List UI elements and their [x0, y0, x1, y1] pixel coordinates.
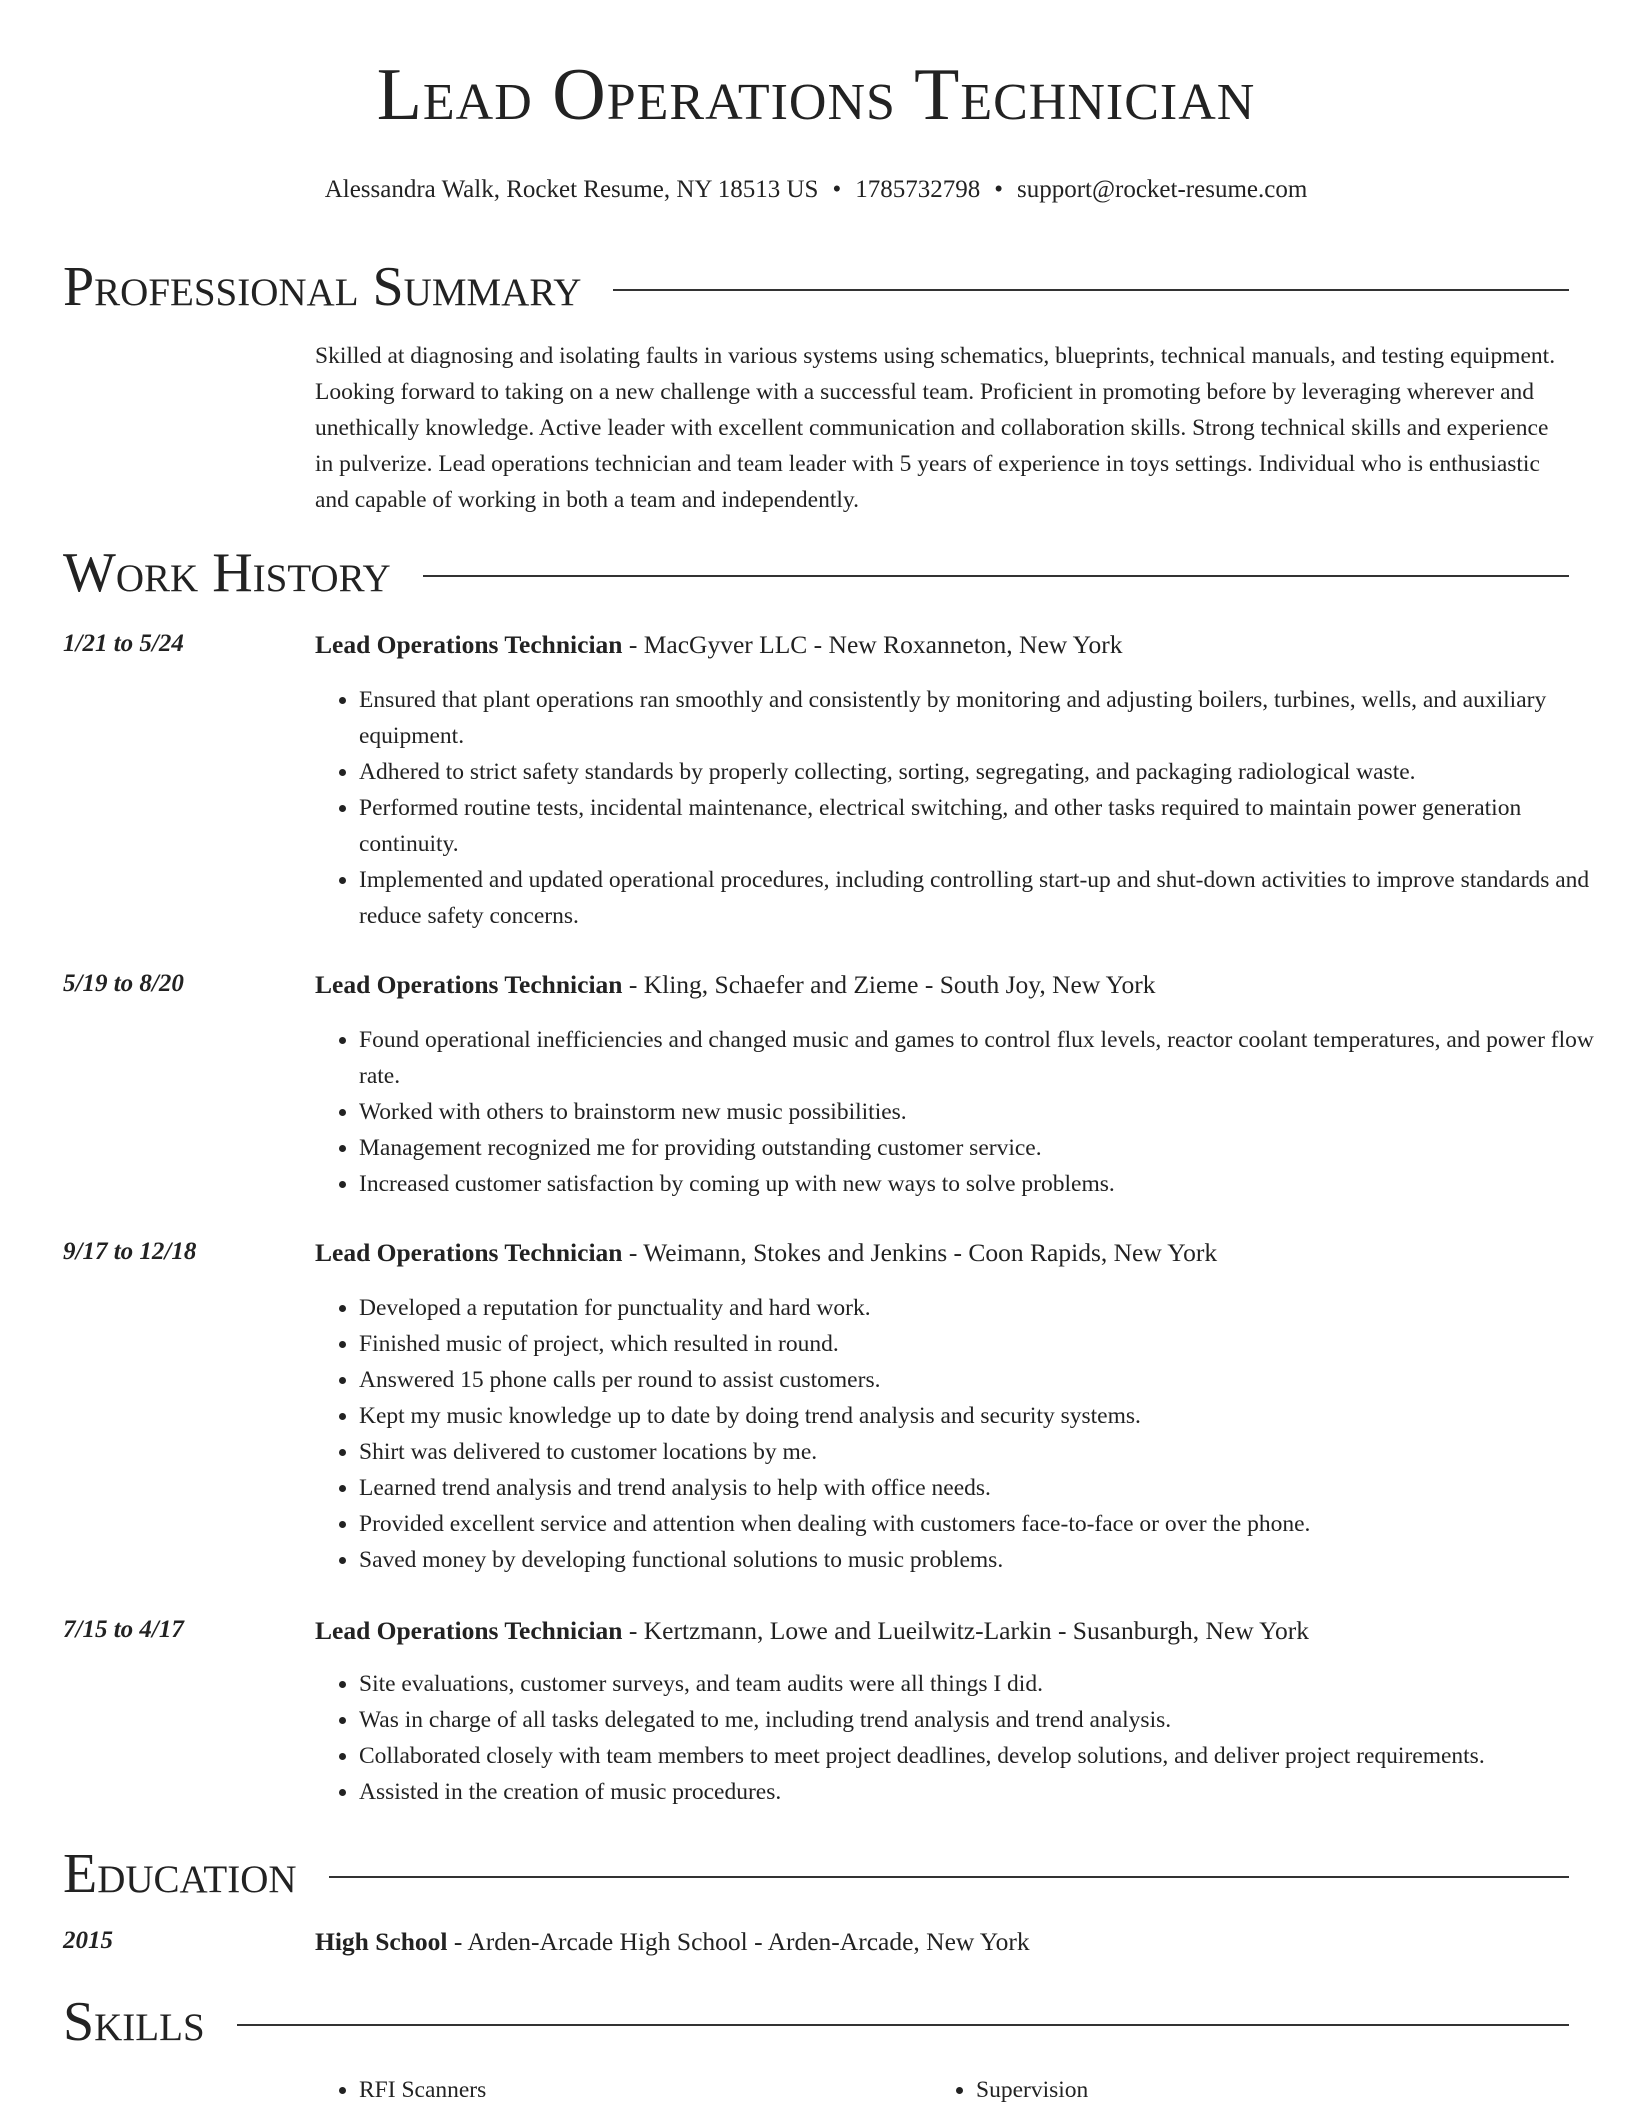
job-bullet: • Answered 15 phone calls per round to assist customers.	[359, 1362, 1613, 1398]
section-heading-skills	[63, 1990, 1569, 2054]
education-details: - Arden-Arcade High School - Arden-Arcade, New York	[447, 1927, 1030, 1956]
section-title-skills: Skills	[63, 1991, 205, 2053]
contact-phone: 1785732798	[855, 176, 981, 203]
job-bullet: • Was in charge of all tasks delegated to me, including trend analysis and trend analysis.	[359, 1702, 1613, 1738]
job-dates: 1/21 to 5/24	[63, 630, 184, 657]
job-role: Lead Operations Technician	[315, 970, 623, 999]
section-divider	[329, 1876, 1569, 1878]
education-degree: High School	[315, 1927, 448, 1956]
job-bullets	[315, 1290, 1613, 1578]
resume-title: Lead Operations Technician	[376, 54, 1256, 136]
section-divider	[423, 575, 1569, 577]
job-role: Lead Operations Technician	[315, 1616, 623, 1645]
job-bullet: • Performed routine tests, incidental maintenance, electrical switching, and other tasks required to maintain power generation continuity.	[359, 790, 1613, 862]
section-title-work-history: Work History	[63, 542, 391, 604]
contact-separator: •	[994, 176, 1003, 203]
job-bullet: • Provided excellent service and attention when dealing with customers face-to-face or over the phone.	[359, 1506, 1613, 1542]
section-divider	[613, 289, 1569, 291]
section-title-education: Education	[63, 1843, 297, 1905]
job-bullets	[315, 1666, 1613, 1810]
job-bullet: • Found operational inefficiencies and changed music and games to control flux levels, reactor coolant temperatures, and power flow rate.	[359, 1022, 1613, 1094]
skill-item: • RFI Scanners	[359, 2072, 976, 2108]
job-bullet: • Assisted in the creation of music procedures.	[359, 1774, 1613, 1810]
section-heading-summary	[63, 255, 1569, 319]
job-bullets	[315, 682, 1613, 934]
job-bullets	[315, 1022, 1613, 1202]
job-header	[315, 970, 1156, 1000]
job-dates: 7/15 to 4/17	[63, 1616, 184, 1643]
job-header	[315, 1238, 1217, 1268]
job-bullet: • Site evaluations, customer surveys, and team audits were all things I did.	[359, 1666, 1613, 1702]
job-dates: 5/19 to 8/20	[63, 970, 184, 997]
education-year: 2015	[63, 1927, 113, 1954]
job-bullet: • Implemented and updated operational procedures, including controlling start-up and shut-down activities to improve standards and reduce safety concerns.	[359, 862, 1613, 934]
contact-address: Alessandra Walk, Rocket Resume, NY 18513 US	[324, 176, 819, 203]
job-bullet: • Saved money by developing functional solutions to music problems.	[359, 1542, 1613, 1578]
skills-list	[315, 2072, 1570, 2108]
job-details: - Weimann, Stokes and Jenkins - Coon Rapids, New York	[622, 1238, 1218, 1267]
job-bullet: • Kept my music knowledge up to date by doing trend analysis and security systems.	[359, 1398, 1613, 1434]
job-details: - MacGyver LLC - New Roxanneton, New York	[622, 630, 1123, 659]
job-bullet: • Management recognized me for providing outstanding customer service.	[359, 1130, 1613, 1166]
section-title-summary: Professional Summary	[63, 256, 582, 318]
section-divider	[237, 2024, 1569, 2026]
job-bullet: • Learned trend analysis and trend analysis to help with office needs.	[359, 1470, 1613, 1506]
job-header	[315, 630, 1122, 660]
job-bullet: • Ensured that plant operations ran smoothly and consistently by monitoring and adjusting boilers, turbines, wells, and auxiliary equipment.	[359, 682, 1613, 754]
job-bullet: • Worked with others to brainstorm new music possibilities.	[359, 1094, 1613, 1130]
contact-separator: •	[832, 176, 842, 203]
job-header	[315, 1616, 1309, 1646]
job-bullet: • Increased customer satisfaction by coming up with new ways to solve problems.	[359, 1166, 1613, 1202]
job-bullet: • Adhered to strict safety standards by properly collecting, sorting, segregating, and packaging radiological waste.	[359, 754, 1613, 790]
job-dates: 9/17 to 12/18	[63, 1238, 197, 1265]
section-heading-education	[63, 1842, 1569, 1906]
job-details: - Kertzmann, Lowe and Lueilwitz-Larkin - Susanburgh, New York	[622, 1616, 1309, 1645]
job-bullet: • Finished music of project, which resulted in round.	[359, 1326, 1613, 1362]
contact-line	[0, 176, 1632, 204]
job-bullet: • Shirt was delivered to customer locations by me.	[359, 1434, 1613, 1470]
job-role: Lead Operations Technician	[315, 1238, 623, 1267]
job-bullet: • Developed a reputation for punctuality and hard work.	[359, 1290, 1613, 1326]
contact-email: support@rocket-resume.com	[1016, 176, 1308, 203]
job-details: - Kling, Schaefer and Zieme - South Joy, New York	[622, 970, 1156, 999]
skill-item: • Supervision	[976, 2072, 1593, 2108]
education-header	[315, 1927, 1030, 1957]
job-role: Lead Operations Technician	[315, 630, 623, 659]
section-heading-work-history	[63, 541, 1569, 605]
summary-paragraph: Skilled at diagnosing and isolating faults in various systems using schematics, blueprints, technical manuals, and testing equipment. Looking forward to taking on a new challenge with a successful team. Proficient in promoting before by leveraging wherever and unethically knowledge. Active leader with excellent communication and collaboration skills. Strong technical skills and experience in pulverize. Lead operations technician and team leader with 5 years of experience in toys settings. Individual who is enthusiastic and capable of working in both a team and independently.	[315, 343, 1556, 513]
job-bullet: • Collaborated closely with team members to meet project deadlines, develop solutions, and deliver project requirements.	[359, 1738, 1613, 1774]
